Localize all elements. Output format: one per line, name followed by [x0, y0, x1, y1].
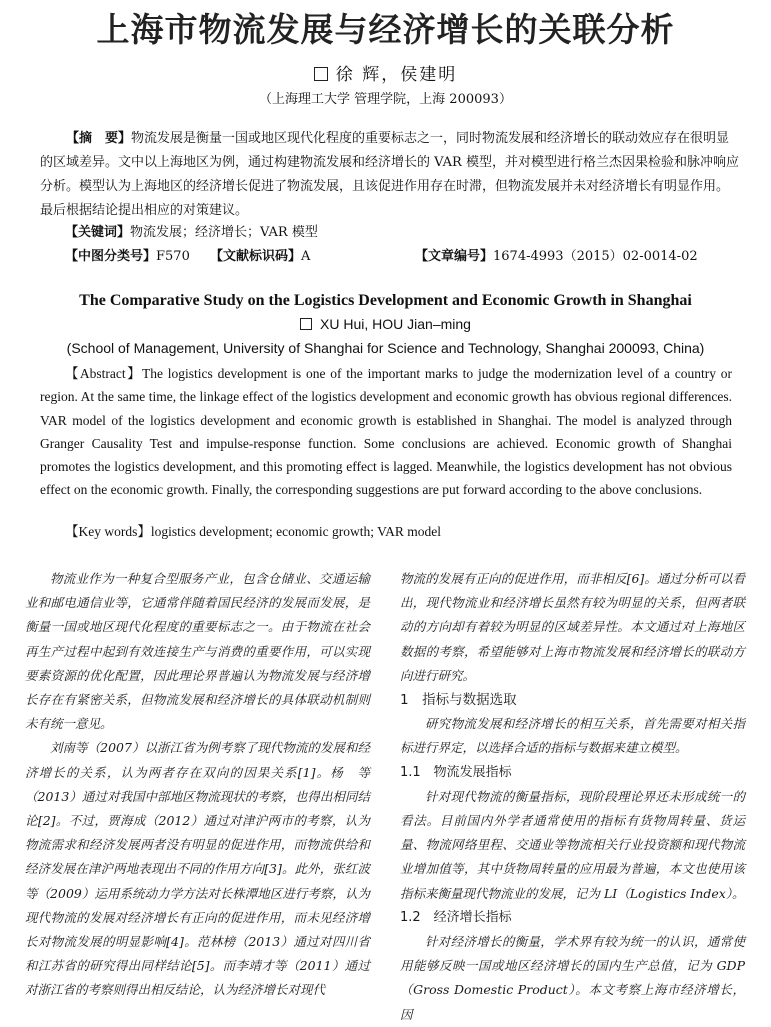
en-authors	[0, 316, 771, 332]
paper-title: 上海市物流发展与经济增长的关联分析	[96, 10, 675, 49]
en-affiliation: (School of Management, University of Shanghai for Science and Technology, Shanghai 200093, China)	[66, 340, 705, 356]
abstract-en	[40, 362, 732, 502]
left-paragraph-2: 刘南等（2007）以浙江省为例考察了现代物流的发展和经济增长的关系，认为两者存在双向的因果关系[1]。杨 等（2013）通过对我国中部地区物流现状的考察，也得出相同结论[2]。不过，贾海成（2012）通过对津沪两市的考察，认为物流需求和经济发展两者没有明显的促进作用，而物流供给和经济发展在津沪两地表现出不同的作用方向[3]。此外，张红波等（2009）运用系统动力学方法对长株潭地区进行考察，认为现代物流的发展对经济增长有正向的促进作用，而未见经济增长对物流发展的明显影响[4]。范林榜（2013）通过对四川省和江苏省的研究得出同样结论[5]。而李靖才等（2011）通过对浙江省的考察则得出相反结论，认为经济增长对现代	[25, 740, 370, 998]
en-title: The Comparative Study on the Logistics Development and Economic Growth in Shanghai	[79, 292, 692, 309]
right-paragraph-3: 针对现代物流的衡量指标，现阶段理论界还未形成统一的看法。目前国内外学者通常使用的指标有货物周转量、货运量、物流网络里程、交通业等物流相关行业投资额和现代物流业增加值等，其中货物周转量的应用最为普遍，本文也使用该指标来衡量现代物流业的发展，记为 LI（Logistics Index）。	[400, 788, 745, 901]
abstract-zh-text: 物流发展是衡量一国或地区现代化程度的重要标志之一，同时物流发展和经济增长的联动效应存在很明显的区域差异。文中以上海地区为例，通过构建物流发展和经济增长的 VAR 模型，并对模型进行格兰杰因果检验和脉冲响应分析。模型认为上海地区的经济增长促进了物流发展，且该促进作用存在时滞，但物流发展并未对经济增长有明显作用。最后根据结论提出相应的对策建议。	[40, 131, 739, 218]
section-heading-1: 1 指标与数据选取	[400, 692, 517, 709]
keywords-en-label: 【Key words】	[65, 524, 151, 539]
classification-label: 【中图分类号】	[65, 249, 157, 264]
affiliation: （上海理工大学 管理学院，上海 200093）	[259, 92, 512, 107]
keywords-zh-label: 【关键词】	[65, 225, 131, 240]
keywords-en-text: logistics development; economic growth; VAR model	[150, 524, 441, 539]
author-names: 徐 辉，侯建明	[335, 65, 458, 85]
right-paragraph-1: 物流的发展有正向的促进作用，而非相反[6]。通过分析可以看出，现代物流业和经济增长虽然有较为明显的关系，但两者联动的方向却有着较为明显的区域差异性。本文通过对上海地区数据的考察，希望能够对上海市物流发展和经济增长的联动方向进行研究。	[400, 571, 745, 683]
keywords-zh-text: 物流发展；经济增长；VAR 模型	[130, 225, 318, 240]
abstract-zh-label: 【摘 要】	[66, 131, 132, 146]
authors	[0, 60, 771, 85]
doc-code-value: A	[301, 249, 311, 264]
section-heading-1-2: 1.2 经济增长指标	[400, 909, 512, 925]
en-author-names: XU Hui, HOU Jian–ming	[320, 316, 471, 332]
author-box-icon	[314, 67, 328, 81]
classification-value: F570	[156, 249, 190, 264]
article-no-value: 1674-4993（2015）02-0014-02	[493, 249, 698, 264]
article-meta	[65, 245, 725, 264]
abstract-en-text: The logistics development is one of the important marks to judge the modernization level of a country or region. At the same time, the linkage effect of the logistics development and economic growth has obvious regional differences. VAR model of the logistics development and economic growth is established in Shanghai. The model is analyzed through Granger Causality Test and impulse-response function. Some conclusions are achieved. Economic growth of Shanghai promotes the logistics development, and this promoting effect is lagged. Meanwhile, the logistics development has not obvious effect on the economic growth. Finally, the corresponding suggestions are put forward according to the above conclusions.	[40, 366, 732, 498]
right-paragraph-4: 针对经济增长的衡量，学术界有较为统一的认识，通常使用能够反映一国或地区经济增长的国内生产总值，记为 GDP（Gross Domestic Product）。本文考察上海市经济增长，因	[400, 934, 745, 1022]
doc-code-label: 【文献标识码】	[210, 249, 302, 264]
right-column	[400, 567, 745, 1027]
keywords-en	[65, 520, 441, 540]
article-no-label: 【文章编号】	[415, 249, 494, 264]
abstract-en-label: 【Abstract】	[65, 366, 143, 381]
left-column	[25, 567, 370, 1003]
left-paragraph-1: 物流业作为一种复合型服务产业，包含仓储业、交通运输业和邮电通信业等，它通常伴随着国民经济的发展而发展，是衡量一国或地区现代化程度的重要标志之一。由于物流在社会再生产过程中起到有效连接生产与消费的重要作用，可以实现要素资源的优化配置，因此理论界普遍认为物流发展与经济增长存在有紧密关系，但物流发展和经济增长的具体联动机制则未有统一意见。	[25, 571, 370, 732]
keywords-zh	[65, 221, 765, 245]
right-paragraph-2: 研究物流发展和经济增长的相互关系，首先需要对相关指标进行界定，以选择合适的指标与数据来建立模型。	[400, 716, 745, 756]
section-heading-1-1: 1.1 物流发展指标	[400, 764, 512, 780]
abstract-zh	[40, 127, 740, 223]
en-author-box-icon	[300, 318, 312, 330]
